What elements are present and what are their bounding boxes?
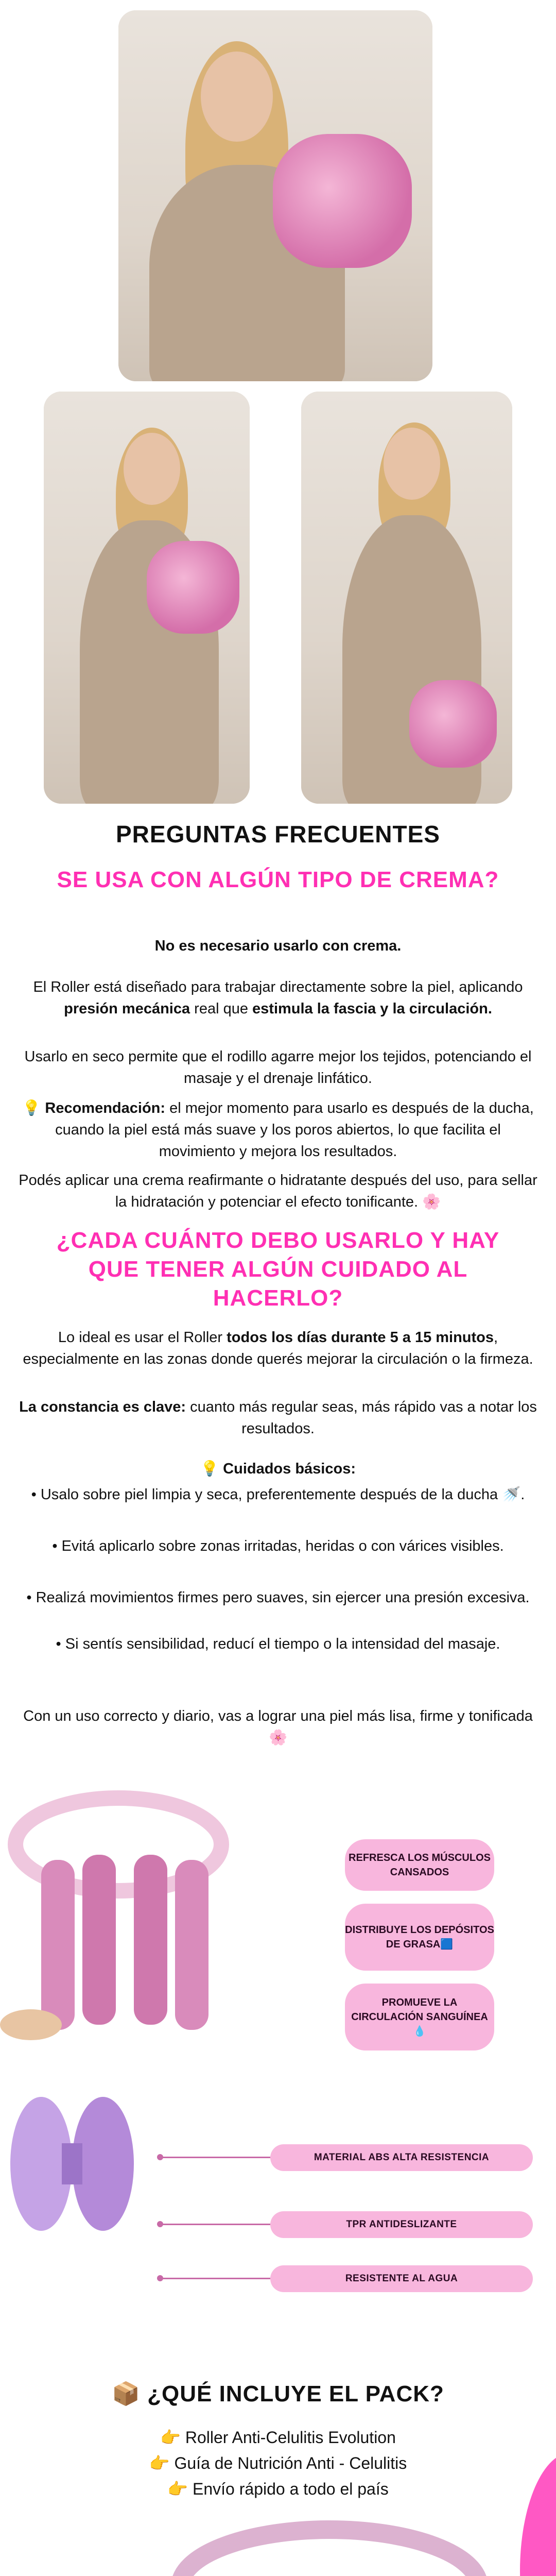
faq-care-title: 💡 Cuidados básicos: [200,1461,356,1477]
faq-care-item: • Usalo sobre piel limpia y seca, preferentemente después de la ducha 🚿. [31,1486,525,1503]
faq-care-item: • Realizá movimientos firmes pero suaves, sin ejercer una presión excesiva. [26,1589,530,1606]
pack-roller-illustration [134,2519,525,2576]
benefit-pill: DISTRIBUYE LOS DEPÓSITOS DE GRASA🟦 [345,1904,494,1971]
faq-answer-2-closing: Con un uso correcto y diario, vas a lograr una piel más lisa, firme y tonificada 🌸 [23,1708,533,1746]
faq-answer-2-paragraph-2: La constancia es clave: cuanto más regular seas, más rápido vas a notar los resultados. [19,1399,537,1437]
spec-tag: TPR ANTIDESLIZANTE [270,2211,533,2238]
faq-answer-1-paragraph-1: El Roller está diseñado para trabajar directamente sobre la piel, aplicando presión mecánica real que estimula la fascia y la circulación. [33,979,523,1017]
material-closeup-illustration [5,2081,149,2246]
roller-illustration [0,1783,288,2071]
spec-connector [162,2278,270,2279]
faq-care-item: • Si sentís sensibilidad, reducí el tiempo o la intensidad del masaje. [56,1636,500,1652]
pack-item: 👉 Roller Anti-Celulitis Evolution [160,2428,396,2447]
pack-title: 📦 ¿QUÉ INCLUYE EL PACK? [112,2381,444,2406]
faq-answer-1-paragraph-4: Podés aplicar una crema reafirmante o hidratante después del uso, para sellar la hidratación y potenciar el efecto tonificante. 🌸 [19,1172,537,1210]
benefits-banner [0,1777,556,2324]
roller-product-icon [409,680,497,768]
hero-photo-top [118,10,432,381]
faq-answer-2-paragraph-1: Lo ideal es usar el Roller todos los días durante 5 a 15 minutos, especialmente en las zonas donde querés mejorar la circulación o la firmeza. [23,1329,533,1367]
hero-photo-left [44,392,250,804]
faq-care-item: • Evitá aplicarlo sobre zonas irritadas, heridas o con várices visibles. [52,1538,504,1554]
faq-answer-1-recommendation: 💡 Recomendación: el mejor momento para usarlo es después de la ducha, cuando la piel está más suave y los poros abiertos, lo que facilita el movimiento y mejora los resultados. [22,1100,534,1160]
faq-answer-1-lead: No es necesario usarlo con crema. [154,938,402,954]
pack-section [0,2349,556,2576]
faq-question-2: ¿CADA CUÁNTO DEBO USARLO Y HAY QUE TENER ALGÚN CUIDADO AL HACERLO? [56,1228,500,1311]
faq-question-1: SE USA CON ALGÚN TIPO DE CREMA? [57,867,499,892]
benefit-pill: PROMUEVE LA CIRCULACIÓN SANGUÍNEA💧 [345,1984,494,2050]
benefit-pill: REFRESCA LOS MÚSCULOS CANSADOS [345,1839,494,1891]
spec-connector [162,2157,270,2158]
pack-item: 👉 Guía de Nutrición Anti - Celulitis [149,2454,407,2472]
faq-answer-1-paragraph-2: Usarlo en seco permite que el rodillo agarre mejor los tejidos, potenciando el masaje y el drenaje linfático. [24,1048,532,1087]
roller-product-icon [147,541,239,634]
spec-connector [162,2224,270,2225]
hero-photo-right [301,392,512,804]
spec-tag: RESISTENTE AL AGUA [270,2265,533,2292]
pack-item: 👉 Envío rápido a todo el país [167,2480,389,2498]
roller-product-icon [273,134,412,268]
spec-tag: MATERIAL ABS ALTA RESISTENCIA [270,2144,533,2171]
faq-title: PREGUNTAS FRECUENTES [116,821,440,848]
